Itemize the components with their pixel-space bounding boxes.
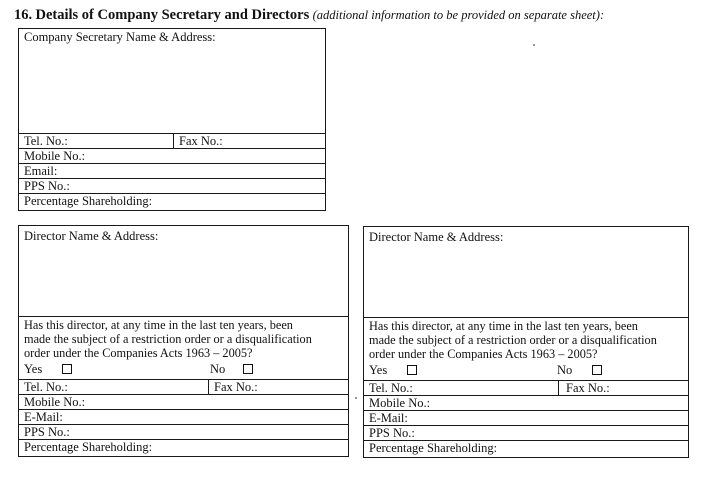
- director-mobile-row[interactable]: [19, 394, 348, 409]
- director-pps-label: PPS No.:: [24, 425, 70, 439]
- yes-label: Yes: [24, 362, 43, 376]
- scan-speck: [355, 397, 357, 399]
- director-fax-label: Fax No.:: [566, 381, 610, 395]
- director-name-address-field[interactable]: [364, 245, 688, 317]
- director-tel-fax-divider: [558, 381, 559, 395]
- secretary-email-row[interactable]: [19, 163, 325, 178]
- director-email-label: E-Mail:: [24, 410, 63, 424]
- no-checkbox[interactable]: [592, 365, 602, 375]
- director-shareholding-row[interactable]: [19, 439, 348, 454]
- secretary-fax-field[interactable]: [229, 134, 325, 148]
- secretary-mobile-label: Mobile No.:: [24, 149, 86, 163]
- section-heading: [14, 6, 704, 24]
- director-name-address-field[interactable]: [19, 244, 348, 316]
- section-title: Details of Company Secretary and Directors: [35, 7, 310, 23]
- director-shareholding-label: Percentage Shareholding:: [24, 440, 153, 454]
- director-mobile-label: Mobile No.:: [369, 396, 431, 410]
- director-tel-label: Tel. No.:: [369, 381, 413, 395]
- director-question-line-1: Has this director, at any time in the last ten years, been: [369, 319, 638, 333]
- secretary-shareholding-row[interactable]: [19, 193, 325, 208]
- director-tel-fax-row: [19, 379, 348, 394]
- secretary-email-label: Email:: [24, 164, 58, 178]
- director-question-line-3: order under the Companies Acts 1963 – 2005?: [24, 346, 253, 360]
- director-pps-label: PPS No.:: [369, 426, 415, 440]
- director-fax-field[interactable]: [616, 381, 688, 395]
- director-question-line-2: made the subject of a restriction order or a disqualification: [369, 333, 657, 347]
- no-label: No: [210, 362, 226, 376]
- director-question-row: [364, 317, 688, 382]
- director-mobile-label: Mobile No.:: [24, 395, 86, 409]
- director-question-line-3: order under the Companies Acts 1963 – 2005?: [369, 347, 598, 361]
- director-name-address-label: Director Name & Address:: [369, 230, 504, 244]
- secretary-name-address-field[interactable]: [19, 45, 325, 133]
- secretary-tel-fax-divider: [173, 134, 174, 148]
- director-name-address-label: Director Name & Address:: [24, 229, 159, 243]
- director-question-line-2: made the subject of a restriction order or a disqualification: [24, 332, 312, 346]
- secretary-pps-row[interactable]: [19, 178, 325, 193]
- secretary-pps-label: PPS No.:: [24, 179, 70, 193]
- no-label: No: [557, 363, 573, 377]
- secretary-tel-field[interactable]: [79, 134, 169, 148]
- director-shareholding-row[interactable]: [364, 440, 688, 455]
- secretary-fax-label: Fax No.:: [179, 134, 223, 148]
- secretary-tel-fax-row: [19, 133, 325, 148]
- director-tel-field[interactable]: [79, 380, 204, 394]
- director-pps-row[interactable]: [19, 424, 348, 439]
- scan-speck: [533, 44, 535, 46]
- director-email-label: E-Mail:: [369, 411, 408, 425]
- director-email-row[interactable]: [364, 410, 688, 425]
- director-email-row[interactable]: [19, 409, 348, 424]
- director-mobile-row[interactable]: [364, 395, 688, 410]
- director-box-1: [18, 225, 349, 457]
- secretary-name-address-label: Company Secretary Name & Address:: [24, 30, 216, 44]
- director-tel-field[interactable]: [424, 381, 554, 395]
- director-fax-label: Fax No.:: [214, 380, 258, 394]
- director-shareholding-label: Percentage Shareholding:: [369, 441, 498, 455]
- director-box-2: [363, 226, 689, 458]
- director-tel-fax-row: [364, 380, 688, 395]
- director-question-line-1: Has this director, at any time in the last ten years, been: [24, 318, 293, 332]
- director-fax-field[interactable]: [264, 380, 348, 394]
- yes-checkbox[interactable]: [407, 365, 417, 375]
- director-tel-label: Tel. No.:: [24, 380, 68, 394]
- no-checkbox[interactable]: [243, 364, 253, 374]
- secretary-mobile-row[interactable]: [19, 148, 325, 163]
- yes-checkbox[interactable]: [62, 364, 72, 374]
- director-question-row: [19, 316, 348, 381]
- section-number: 16.: [14, 7, 33, 23]
- director-tel-fax-divider: [208, 380, 209, 394]
- yes-label: Yes: [369, 363, 388, 377]
- section-note: (additional information to be provided on separate sheet):: [312, 8, 605, 22]
- secretary-shareholding-label: Percentage Shareholding:: [24, 194, 153, 208]
- secretary-box: [18, 28, 326, 211]
- director-pps-row[interactable]: [364, 425, 688, 440]
- secretary-tel-label: Tel. No.:: [24, 134, 68, 148]
